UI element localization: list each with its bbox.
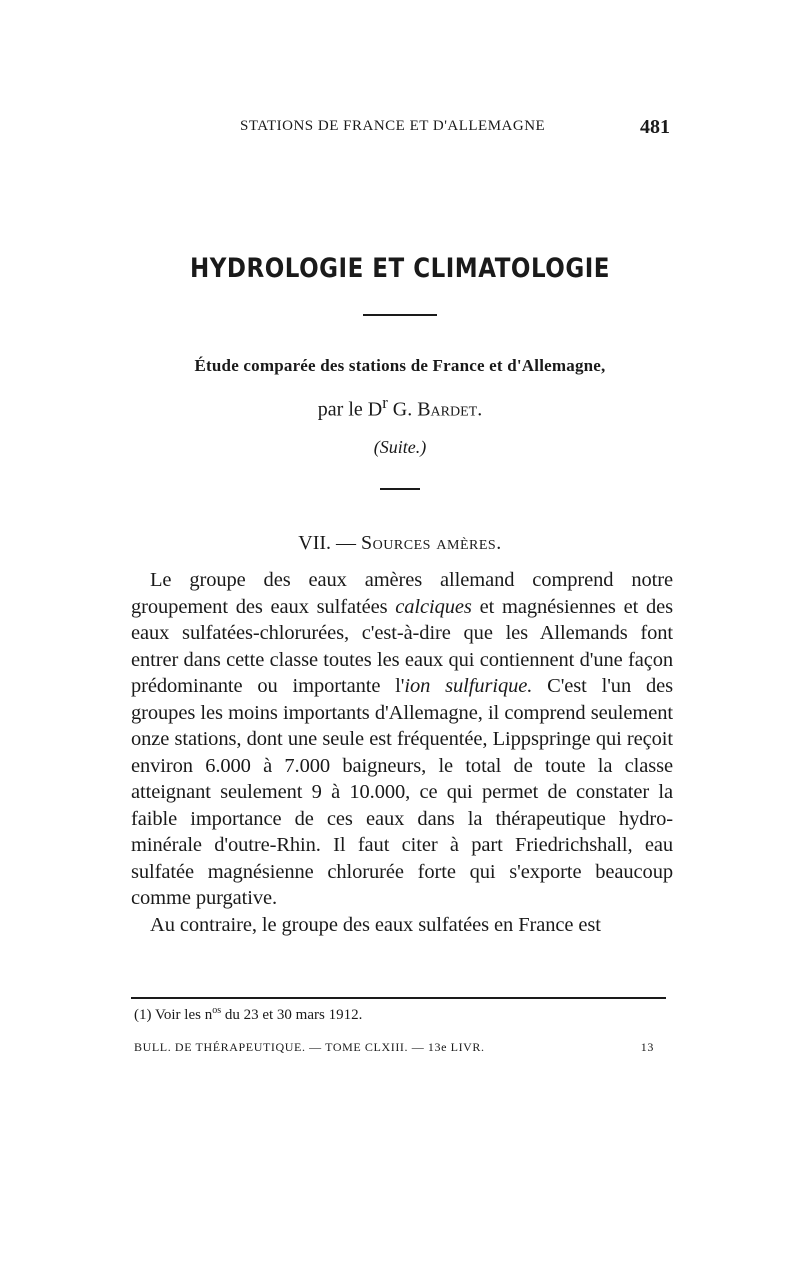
body-text [131,567,673,938]
author-name: G. Bardet. [392,398,483,421]
chapter-heading [0,532,800,555]
footnote-superscript: os [212,1005,222,1016]
subtitle-divider [380,488,420,490]
footnote-rule [131,997,666,999]
suite-label: (Suite.) [373,437,427,457]
signature-text: BULL. DE THÉRAPEUTIQUE. — TOME CLXIII. — 13e LIVR. [134,1040,485,1054]
page-number: 481 [640,116,670,138]
section-title: HYDROLOGIE ET CLIMATOLOGIE [190,254,610,284]
italic-term: calciques [395,595,472,618]
paragraph-text: Le groupe des eaux amères allemand comprend notre groupement des eaux sulfatées [131,569,673,618]
signature-line [134,1040,654,1056]
paragraph [131,567,673,912]
chapter-title: Sources amères. [361,532,502,554]
author-title-sup: r [382,393,388,412]
footnote-marker: (1) [134,1007,152,1023]
signature-number: 13 [640,1040,654,1054]
title-divider [363,314,437,316]
article-author [0,393,800,422]
author-prefix: par le D [317,398,383,421]
footnote [134,1005,362,1024]
paragraph-text: et magnésiennes et des eaux sulfatées-chlorurées, c'est-à-dire que les Allemands font entrer dans cette classe toutes les eaux qui contiennent d'une façon prédominante ou importante l' [131,595,673,697]
running-head [0,116,800,140]
chapter-number: VII. — [298,532,357,554]
paragraph-text: Au contraire, le groupe des eaux sulfatées en France est [150,913,601,936]
article-subtitle: Étude comparée des stations de France et d'Allemagne, [194,356,606,375]
running-title: STATIONS DE FRANCE ET D'ALLEMAGNE [240,118,546,134]
paragraph-text: C'est l'un des groupes les moins importants d'Allemagne, il comprend seulement onze stations, dont une seule est fréquentée, Lippspringe qui reçoit environ 6.000 à 7.000 baigneurs, le total de toute la classe atteignant seulement 9 à 10.000, ce qui permet de constater la faible importance de ces eaux dans la thérapeutique hydro-minérale d'outre-Rhin. Il faut citer à part Friedrichshall, eau sulfatée magnésienne chlorurée forte qui s'exporte beaucoup comme purgative. [131,675,673,909]
italic-term: ion sulfurique. [404,675,533,697]
footnote-text: Voir les n [151,1007,213,1023]
footnote-text-end: du 23 et 30 mars 1912. [221,1007,363,1023]
paragraph [131,912,673,939]
